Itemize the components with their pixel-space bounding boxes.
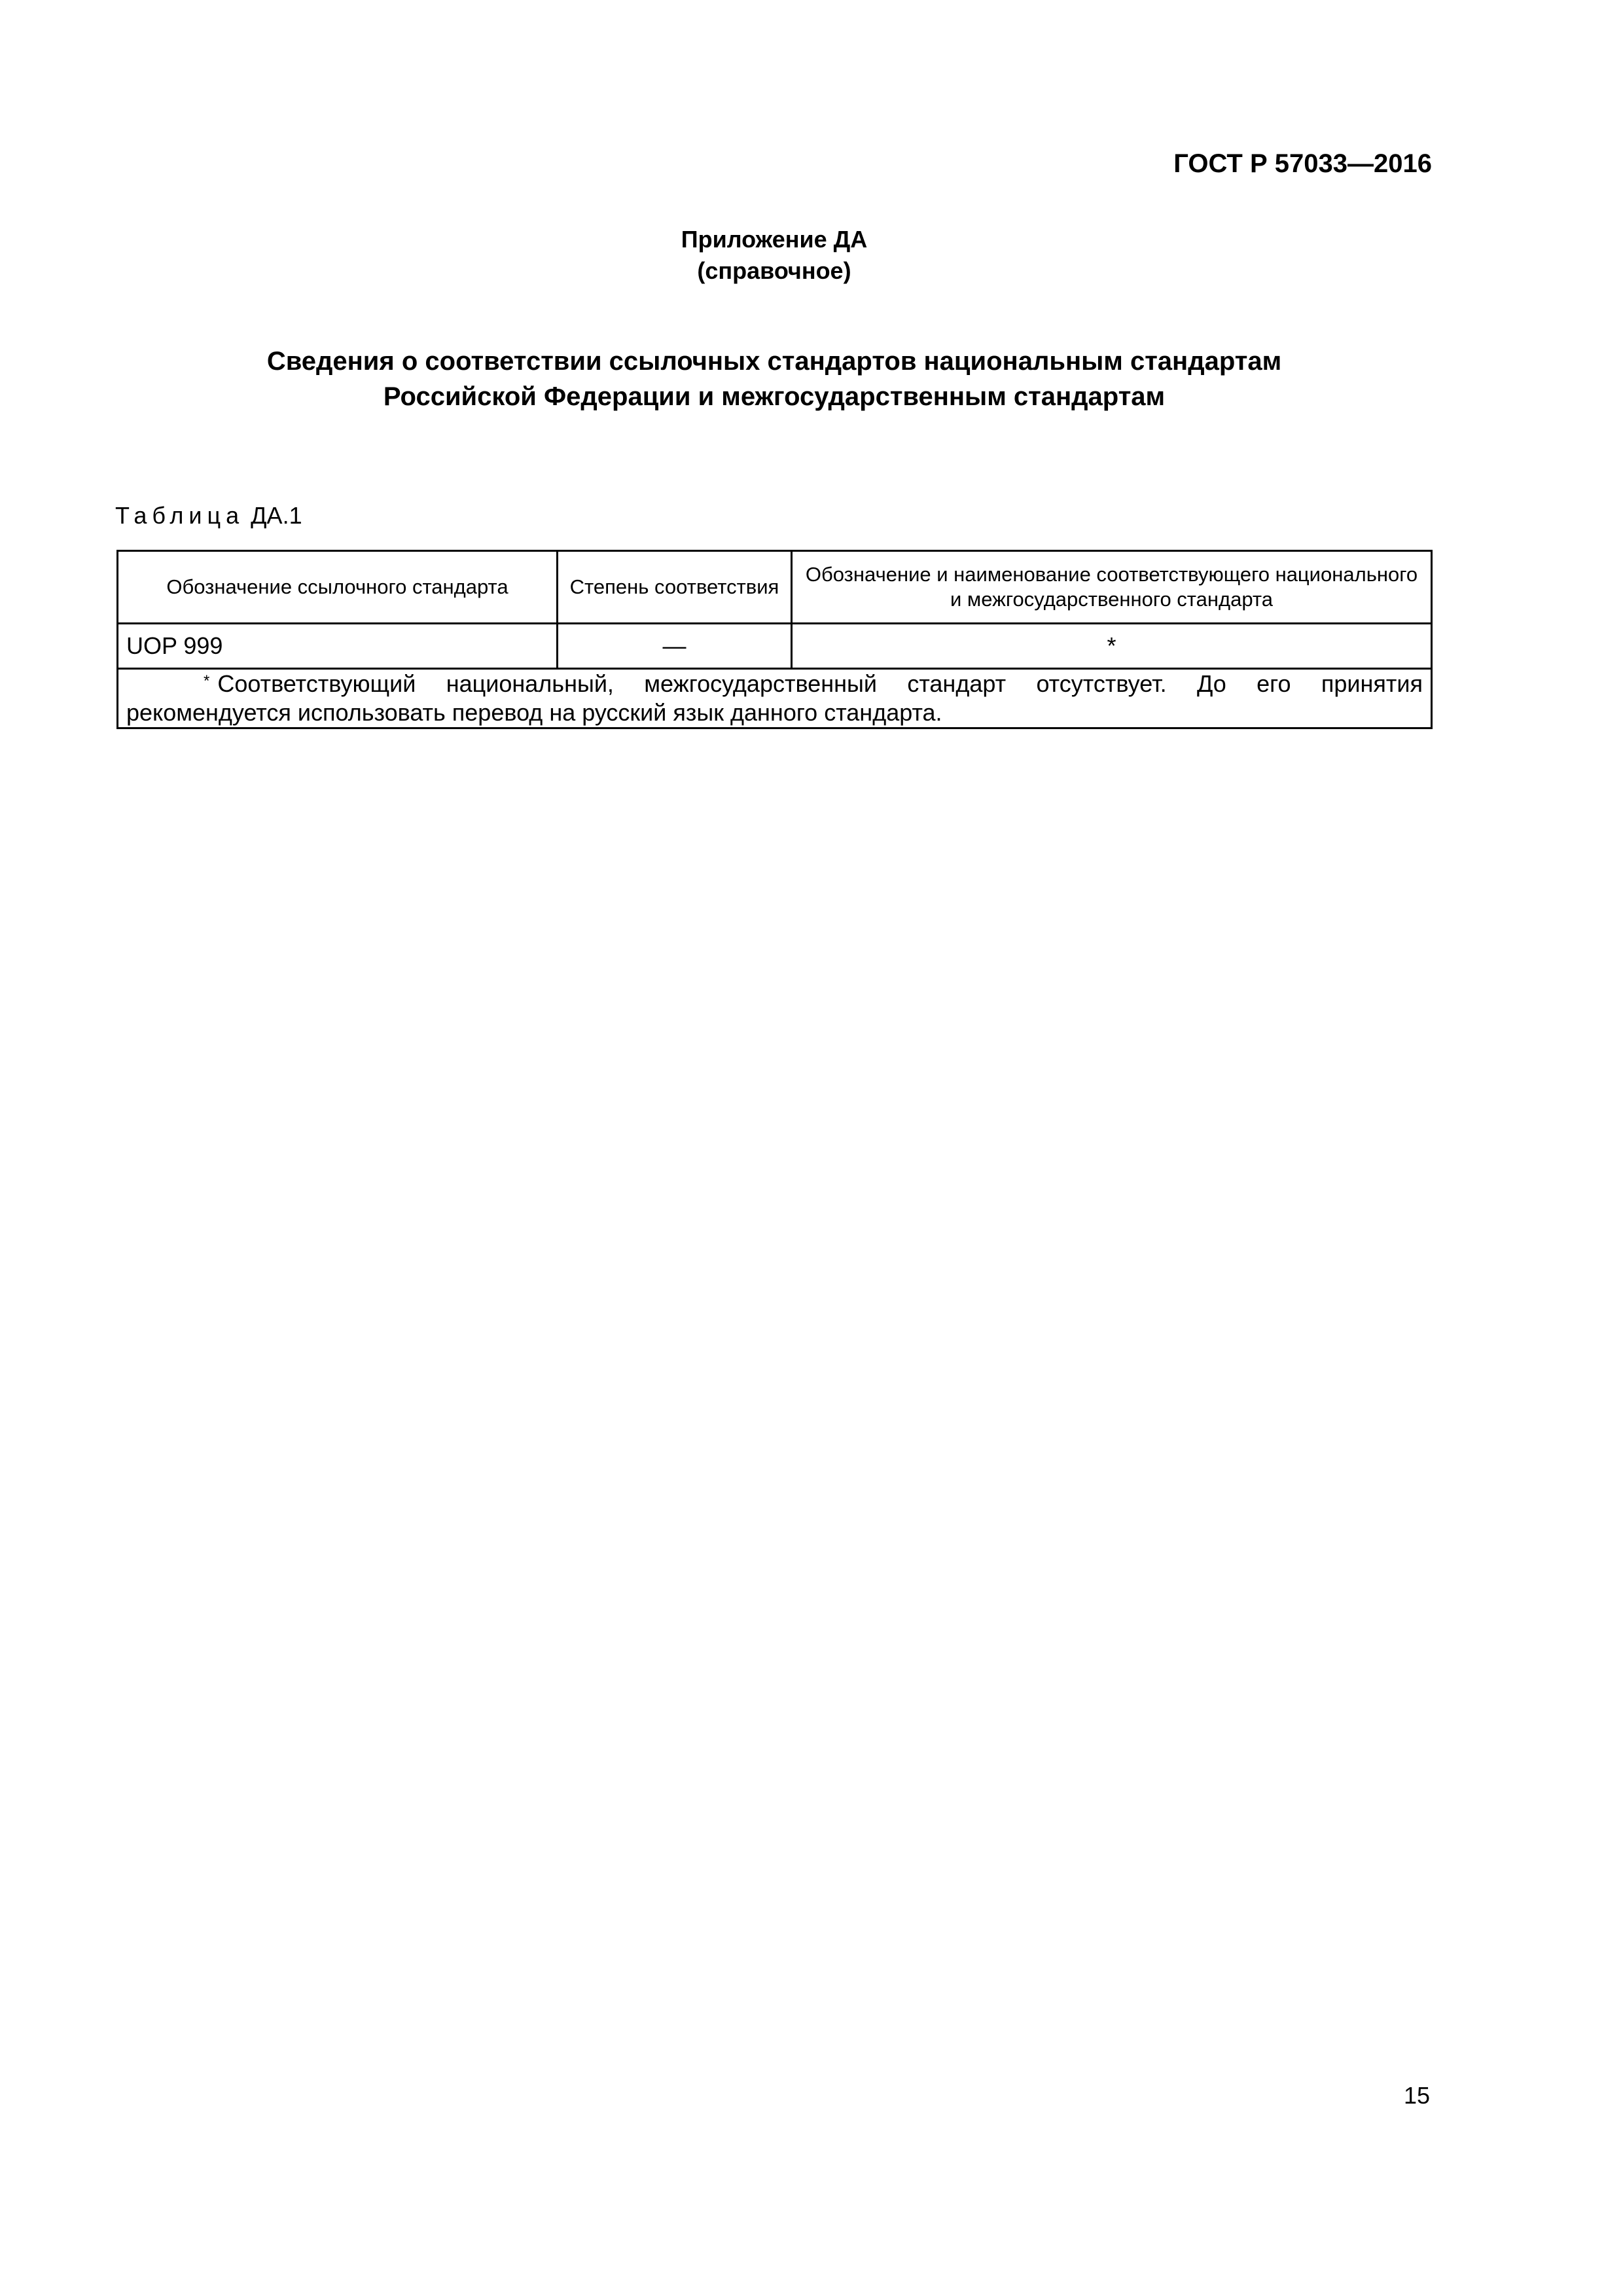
annex-title: Приложение ДА [681, 226, 868, 253]
table-caption-word: Таблица [115, 502, 245, 529]
cell-reference-standard: UOP 999 [118, 624, 558, 669]
table-header-row [118, 551, 1432, 624]
column-header-reference: Обозначение ссылочного стандарта [118, 551, 558, 624]
footnote-mark: * [204, 672, 210, 690]
cell-degree: — [558, 624, 792, 669]
reference-standards-table [116, 550, 1433, 729]
column-header-degree: Степень соответствия [558, 551, 792, 624]
table-footnote [118, 669, 1432, 728]
table-footnote-row [118, 669, 1432, 728]
cell-national-standard: * [792, 624, 1432, 669]
page-number: 15 [1403, 2082, 1430, 2109]
document-code: ГОСТ Р 57033—2016 [1173, 149, 1432, 178]
annex-heading-line-1: Сведения о соответствии ссылочных стандартов национальным стандартам [266, 347, 1282, 376]
table-row [118, 624, 1432, 669]
footnote-text: Соответствующий национальный, межгосударственный стандарт отсутствует. До его принятия рекомендуется использовать перевод на русский язык данного стандарта. [126, 670, 1423, 726]
column-header-national: Обозначение и наименование соответствующего национального и межгосударственного стандарта [792, 551, 1432, 624]
annex-type: (справочное) [697, 257, 851, 284]
table-caption-number: ДА.1 [251, 502, 302, 529]
table-caption [115, 501, 302, 530]
annex-heading-line-2: Российской Федерации и межгосударственным стандартам [383, 382, 1166, 411]
